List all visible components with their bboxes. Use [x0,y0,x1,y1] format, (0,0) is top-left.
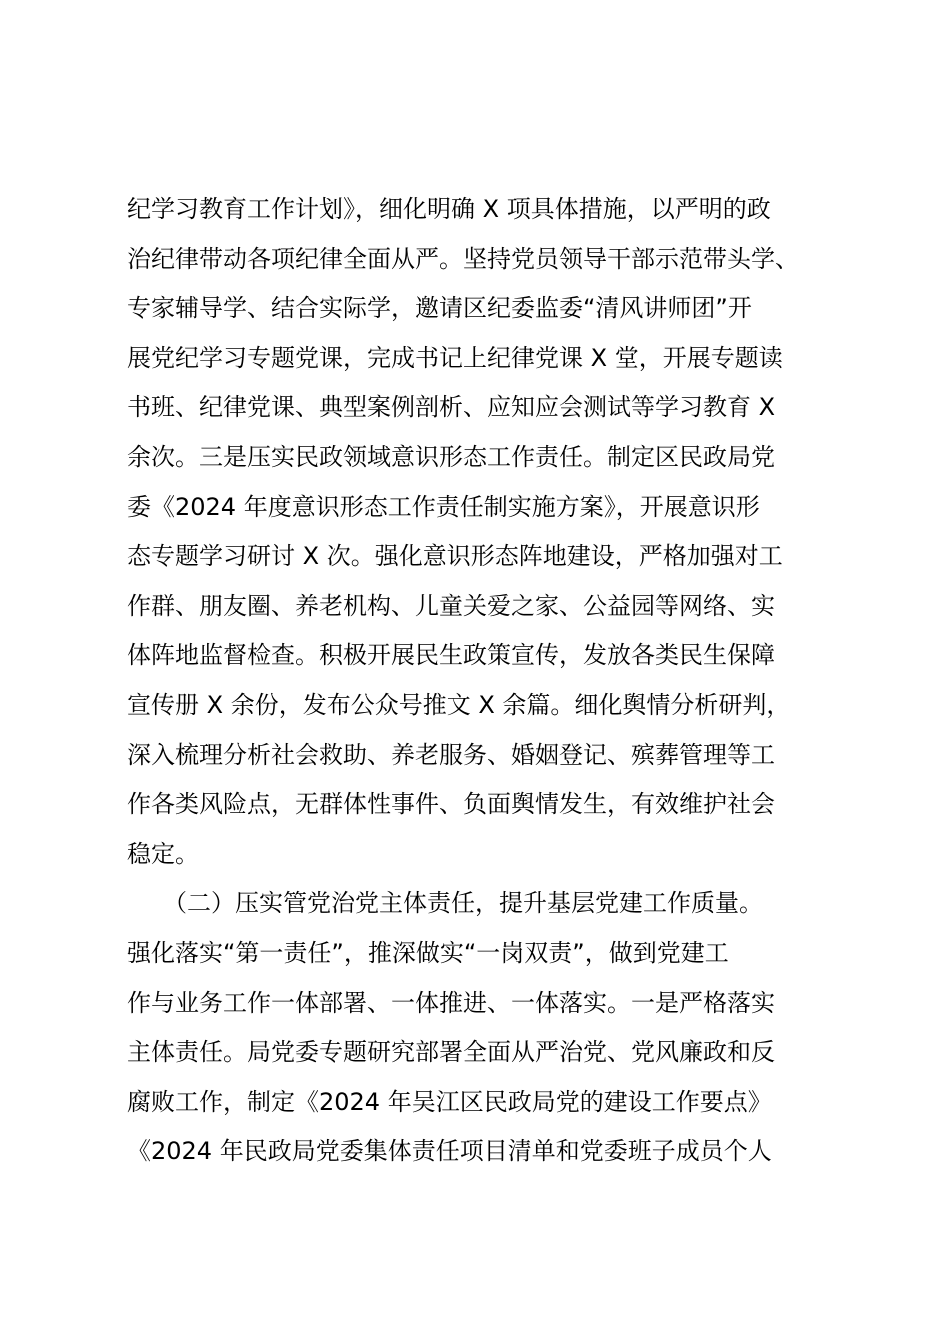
text-line: 态专题学习研讨 X 次。强化意识形态阵地建设，严格加强对工 [127,542,783,571]
text-line: 书班、纪律党课、典型案例剖析、应知应会测试等学习教育 X [127,393,776,422]
text-line: 展党纪学习专题党课，完成书记上纪律党课 X 堂，开展专题读 [127,343,783,372]
paragraph-1 [127,185,847,879]
text-line: 余次。三是压实民政领域意识形态工作责任。制定区民政局党 [127,442,775,471]
text-line: 委《2024 年度意识形态工作责任制实施方案》，开展意识形 [127,492,760,521]
text-line: 作与业务工作一体部署、一体推进、一体落实。一是严格落实 [127,988,775,1017]
text-line: 主体责任。局党委专题研究部署全面从严治党、党风廉政和反 [127,1038,775,1067]
text-line: 专家辅导学、结合实际学，邀请区纪委监委“清风讲师团”开 [127,294,752,323]
text-line: 宣传册 X 余份，发布公众号推文 X 余篇。细化舆情分析研判， [127,690,791,719]
text-line: 强化落实“第一责任”，推深做实“一岗双责”，做到党建工 [127,938,729,967]
paragraph-2 [127,879,847,1177]
body-text [127,185,847,1177]
text-line: 腐败工作，制定《2024 年吴江区民政局党的建设工作要点》 [127,1087,772,1116]
section-heading-line: （二）压实管党治党主体责任，提升基层党建工作质量。 [163,889,763,918]
text-line: 稳定。 [127,839,199,868]
text-line: 深入梳理分析社会救助、养老服务、婚姻登记、殡葬管理等工 [127,740,775,769]
text-line: 纪学习教育工作计划》，细化明确 X 项具体措施，以严明的政 [127,195,771,223]
text-line: 治纪律带动各项纪律全面从严。坚持党员领导干部示范带头学、 [127,244,799,273]
text-line: 作各类风险点，无群体性事件、负面舆情发生，有效维护社会 [127,790,775,819]
text-line: 作群、朋友圈、养老机构、儿童关爱之家、公益园等网络、实 [127,591,775,620]
text-line: 体阵地监督检查。积极开展民生政策宣传，发放各类民生保障 [127,641,775,670]
text-line: 《2024 年民政局党委集体责任项目清单和党委班子成员个人 [127,1137,772,1166]
